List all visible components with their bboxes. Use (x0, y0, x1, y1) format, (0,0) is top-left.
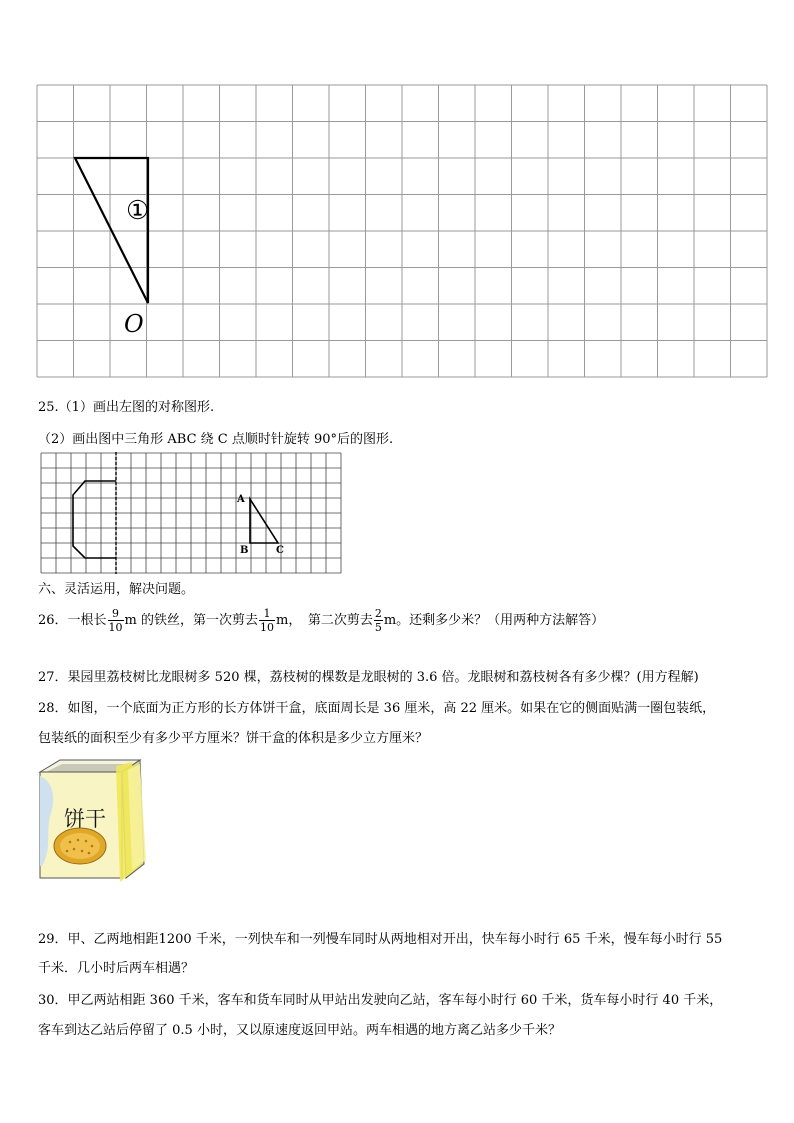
biscuit-box-image (36, 756, 152, 896)
grid-lines (41, 453, 341, 573)
point-label-c: C (276, 545, 284, 556)
fraction-den: 5 (374, 621, 382, 634)
q26-text: 26．一根长 (38, 613, 107, 628)
fraction-num: 1 (259, 608, 275, 621)
grid-lines (37, 85, 767, 377)
question-28-line2: 包装纸的面积至少有多少平方厘米？饼干盒的体积是多少立方厘米？ (38, 731, 429, 746)
question-29-line1: 29．甲、乙两地相距1200 千米，一列快车和一列慢车同时从两地相对开出，快车每小时行 65 千米，慢车每小时行 55 (38, 932, 723, 947)
fraction (259, 608, 275, 633)
triangle-label-1: ① (126, 196, 150, 226)
grid-figure-2 (40, 452, 342, 574)
question-26 (38, 608, 604, 633)
q26-text: m， 第二次剪去 (276, 613, 373, 628)
fraction (108, 608, 124, 633)
fraction-num: 2 (374, 607, 382, 620)
box-label: 饼干 (64, 807, 106, 831)
fraction-num: 9 (108, 608, 124, 621)
question-25-part1: 25.（1）画出左图的对称图形. (38, 400, 215, 415)
q26-text: m。还剩多少米？（用两种方法解答） (383, 613, 605, 628)
question-28-line1: 28．如图，一个底面为正方形的长方体饼干盒，底面周长是 36 厘米，高 22 厘米。如果在它的侧面贴满一圈包装纸， (38, 701, 716, 716)
question-30-line2: 客车到达乙站后停留了 0.5 小时，又以原速度返回甲站。两车相遇的地方离乙站多少千米？ (38, 1023, 561, 1038)
half-shape (73, 481, 116, 558)
question-25-part2: （2）画出图中三角形 ABC 绕 C 点顺时针旋转 90°后的图形. (38, 432, 394, 447)
grid-figure-1 (36, 84, 770, 380)
point-label-a: A (237, 494, 245, 505)
question-30-line1: 30．甲乙两站相距 360 千米，客车和货车同时从甲站出发驶向乙站，客车每小时行 60 千米，货车每小时行 40 千米， (38, 993, 723, 1008)
question-29-line2: 千米．几小时后两车相遇？ (38, 961, 195, 976)
fraction (374, 608, 383, 633)
fraction-den: 10 (260, 621, 275, 634)
fraction-den: 10 (108, 621, 123, 634)
point-label-b: B (240, 545, 249, 556)
question-27: 27．果园里荔枝树比龙眼树多 520 棵，荔枝树的棵数是龙眼树的 3.6 倍。龙眼树和荔枝树各有多少棵？(用方程解) (38, 670, 699, 685)
triangle-abc (250, 499, 278, 543)
q26-text: m 的铁丝，第一次剪去 (124, 613, 259, 628)
section-heading-6: 六、灵活运用，解决问题。 (38, 582, 195, 597)
point-label-o: O (124, 310, 144, 338)
